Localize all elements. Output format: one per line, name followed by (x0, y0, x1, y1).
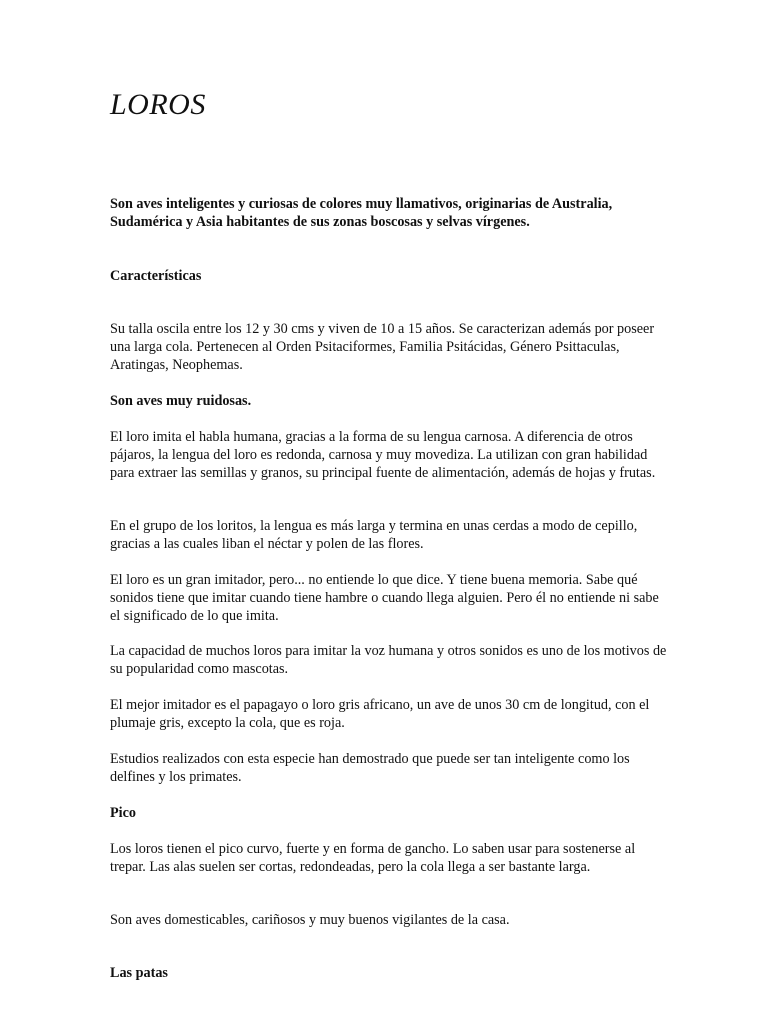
paragraph-talla: Su talla oscila entre los 12 y 30 cms y viven de 10 a 15 años. Se caracterizan además por poseer una larga cola. Pertenecen al Orden Psitaciformes, Familia Psitácidas, Género Psittaculas, Aratingas, Neophemas. (110, 321, 655, 373)
section-heading-patas: Las patas (110, 965, 168, 981)
section-heading-caracteristicas: Características (110, 268, 202, 284)
intro-paragraph: Son aves inteligentes y curiosas de colores muy llamativos, originarias de Australia, Sudamérica y Asia habitantes de sus zonas boscosas y selvas vírgenes. (110, 196, 613, 230)
paragraph-pico: Los loros tienen el pico curvo, fuerte y en forma de gancho. Lo saben usar para sostenerse al trepar. Las alas suelen ser cortas, redondeadas, pero la cola llega a ser bastante larga. (110, 841, 636, 875)
paragraph-estudios: Estudios realizados con esta especie han demostrado que puede ser tan inteligente como los delfines y los primates. (110, 751, 630, 785)
document-title: LOROS (110, 88, 206, 121)
paragraph-capacidad: La capacidad de muchos loros para imitar la voz humana y otros sonidos es uno de los motivos de su popularidad como mascotas. (110, 643, 667, 677)
paragraph-habla: El loro imita el habla humana, gracias a la forma de su lengua carnosa. A diferencia de otros pájaros, la lengua del loro es redonda, carnosa y muy movediza. La utilizan con gran habilidad para extraer las semillas y granos, su principal fuente de alimentación, además de hojas y frutas. (110, 429, 656, 481)
paragraph-domesticables: Son aves domesticables, cariñosos y muy buenos vigilantes de la casa. (110, 912, 510, 928)
section-heading-pico: Pico (110, 805, 136, 821)
paragraph-imitador: El loro es un gran imitador, pero... no entiende lo que dice. Y tiene buena memoria. Sabe qué sonidos tiene que imitar cuando tiene hambre o cuando llega alguien. Pero él no entiende ni sabe el significado de lo que imita. (110, 572, 659, 624)
section-heading-ruidosas: Son aves muy ruidosas. (110, 393, 252, 409)
paragraph-papagayo: El mejor imitador es el papagayo o loro gris africano, un ave de unos 30 cm de longitud, con el plumaje gris, excepto la cola, que es roja. (110, 697, 650, 731)
paragraph-loritos: En el grupo de los loritos, la lengua es más larga y termina en unas cerdas a modo de cepillo, gracias a las cuales liban el néctar y polen de las flores. (110, 518, 638, 552)
